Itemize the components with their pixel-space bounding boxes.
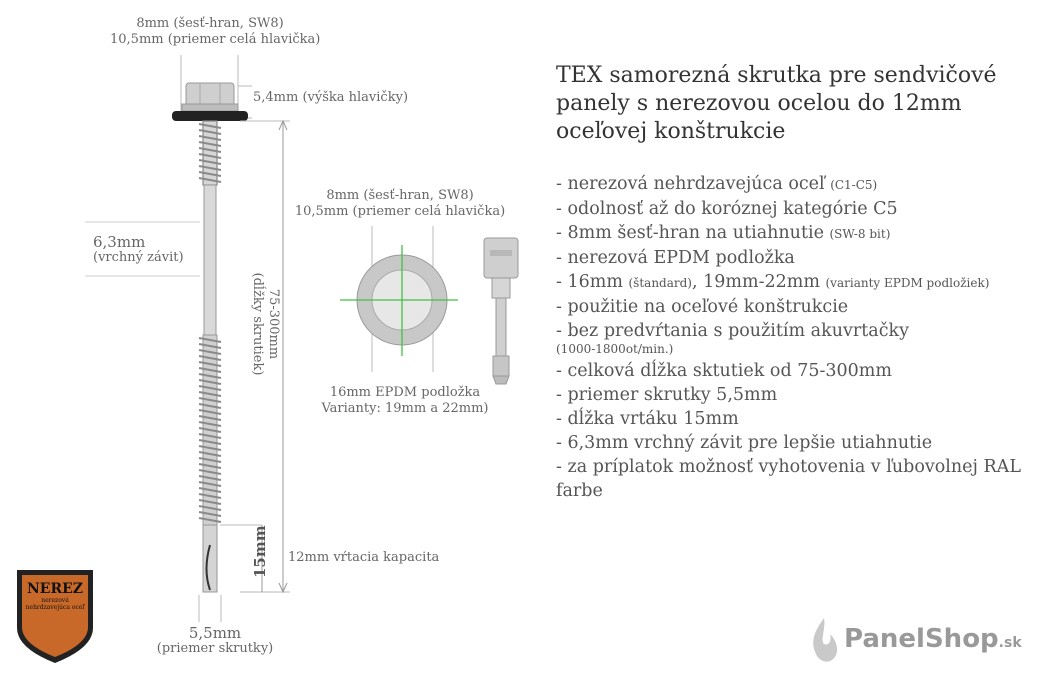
head-hex-size: 8mm (šesť-hran, SW8) — [136, 16, 284, 31]
feature-text: - nerezová nehrdzavejúca oceľ — [556, 174, 831, 194]
feature-item — [556, 172, 1046, 197]
upper-thread-desc: (vrchný závit) — [93, 250, 184, 265]
feature-subline: (1000-1800ot/min.) — [556, 342, 674, 356]
center-head-diameter: 10,5mm (priemer celá hlavička) — [294, 204, 506, 219]
length-desc: (dĺžky skrutiek) — [250, 272, 265, 376]
feature-text: - 16mm — [556, 272, 629, 292]
badge-title: NEREZ — [27, 581, 83, 597]
head-height-label: 5,4mm (výška hlavičky) — [253, 90, 409, 105]
feature-item — [556, 319, 1046, 357]
feature-text: - odolnosť až do koróznej kategórie C5 — [556, 199, 898, 219]
washer-size: 16mm EPDM podložka — [329, 385, 481, 400]
center-top-label — [290, 188, 510, 220]
feature-item — [556, 270, 1046, 295]
feature-list — [556, 172, 1046, 503]
diameter-desc: (priemer skrutky) — [156, 641, 274, 656]
feature-text: - použitie na oceľové konštrukcie — [556, 297, 849, 317]
feature-item — [556, 359, 1046, 383]
feature-text: - za príplatok možnosť vyhotovenia v ľubovolnej RAL farbe — [556, 457, 1021, 501]
length-range: 75-300mm — [266, 288, 281, 360]
feature-text: - 8mm šesť-hran na utiahnutie — [556, 223, 830, 243]
feature-text: , 19mm-22mm — [691, 272, 826, 292]
feature-note: (SW-8 bit) — [829, 227, 891, 241]
feature-note: (C1-C5) — [830, 178, 878, 192]
feature-text: - nerezová EPDM podložka — [556, 248, 795, 268]
flame-icon — [806, 616, 842, 666]
washer-variants: Varianty: 19mm a 22mm) — [321, 401, 489, 416]
feature-item — [556, 221, 1046, 246]
upper-thread-label — [93, 234, 184, 266]
head-top-label — [110, 16, 321, 48]
feature-note: (štandard) — [628, 276, 692, 290]
feature-item — [556, 197, 1046, 221]
head-diameter: 10,5mm (priemer celá hlavička) — [110, 32, 321, 47]
drill-length-label: 15mm — [251, 525, 269, 578]
feature-item — [556, 383, 1046, 407]
panelshop-logo — [806, 616, 1046, 666]
diameter-size: 5,5mm — [188, 624, 242, 642]
feature-item — [556, 407, 1046, 431]
feature-text: - 6,3mm vrchný závit pre lepšie utiahnutie — [556, 433, 933, 453]
washer-label — [300, 385, 510, 417]
feature-item — [556, 455, 1046, 503]
feature-item — [556, 295, 1046, 319]
badge-line2: nehrdzavejúca oceľ — [25, 604, 85, 611]
length-label — [249, 239, 281, 409]
feature-text: - celková dĺžka sktutiek od 75-300mm — [556, 361, 892, 381]
feature-text: - dĺžka vrtáku 15mm — [556, 409, 739, 429]
feature-note: (varianty EPDM podložiek) — [825, 276, 990, 290]
feature-text: - priemer skrutky 5,5mm — [556, 385, 778, 405]
feature-text: - bez predvŕtania s použitím akuvrtačky — [556, 321, 909, 341]
feature-item — [556, 246, 1046, 270]
logo-suffix: .sk — [998, 635, 1022, 651]
drill-capacity-label: 12mm vŕtacia kapacita — [288, 550, 440, 565]
nerez-badge — [14, 566, 96, 666]
upper-thread-size: 6,3mm — [93, 233, 146, 251]
product-title: TEX samorezná skrutka pre sendvičové panely s nerezovou ocelou do 12mm oceľovej konštrukcie — [556, 63, 997, 144]
center-hex-size: 8mm (šesť-hran, SW8) — [326, 188, 474, 203]
diameter-label — [140, 625, 290, 657]
badge-line1: nerezová — [41, 597, 69, 604]
logo-name: PanelShop — [844, 624, 999, 654]
feature-item — [556, 431, 1046, 455]
